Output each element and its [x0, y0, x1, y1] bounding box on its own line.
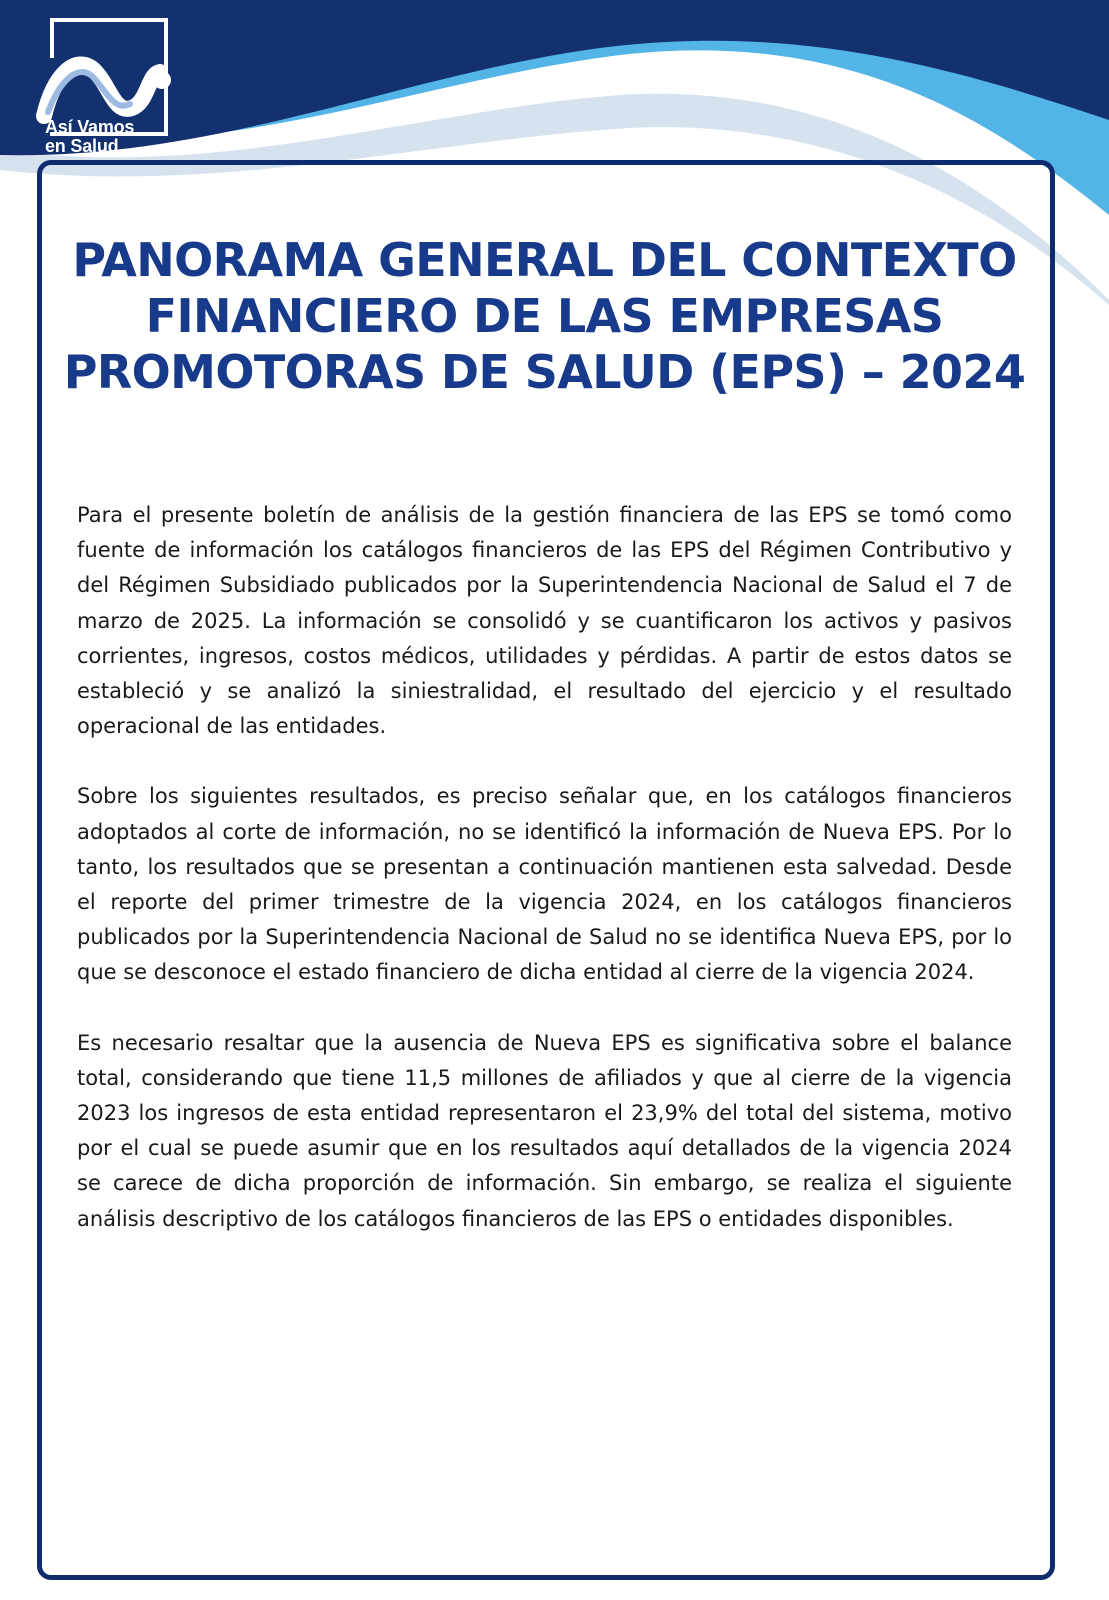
- document-title: PANORAMA GENERAL DEL CONTEXTO FINANCIERO DE LAS EMPRESAS PROMOTORAS DE SALUD (EPS) – 2024: [63, 233, 1026, 399]
- paragraph-1: Para el presente boletín de análisis de la gestión financiera de las EPS se tomó como fuente de información los catálogos financieros de las EPS del Régimen Contributivo y del Régimen Subsidiado publicados por la Superintendencia Nacional de Salud el 7 de marzo de 2025. La información se consolidó y se cuantificaron los activos y pasivos corrientes, ingresos, costos médicos, utilidades y pérdidas. A partir de estos datos se estableció y se analizó la siniestralidad, el resultado del ejercicio y el resultado operacional de las entidades.: [77, 503, 1012, 739]
- asi-vamos-en-salud-logo: [36, 16, 176, 161]
- paragraph-2: Sobre los siguientes resultados, es preciso señalar que, en los catálogos financieros adoptados al corte de información, no se identificó la información de Nueva EPS. Por lo tanto, los resultados que se presentan a continuación mantienen esta salvedad. Desde el reporte del primer trimestre de la vigencia 2024, en los catálogos financieros publicados por la Superintendencia Nacional de Salud no se identifica Nueva EPS, por lo que se desconoce el estado financiero de dicha entidad al cierre de la vigencia 2024.: [77, 784, 1012, 985]
- document-body: [77, 498, 1012, 1272]
- logo-wordmark: [45, 118, 134, 156]
- paragraph-3: Es necesario resaltar que la ausencia de Nueva EPS es significativa sobre el balance total, considerando que tiene 11,5 millones de afiliados y que al cierre de la vigencia 2023 los ingresos de esta entidad representaron el 23,9% del total del sistema, motivo por el cual se puede asumir que en los resultados aquí detallados de la vigencia 2024 se carece de dicha proporción de información. Sin embargo, se realiza el siguiente análisis descriptivo de los catálogos financieros de las EPS o entidades disponibles.: [77, 1030, 1012, 1231]
- logo-text-line2: en Salud.: [45, 136, 124, 156]
- logo-text-line1: Así Vamos: [45, 117, 135, 137]
